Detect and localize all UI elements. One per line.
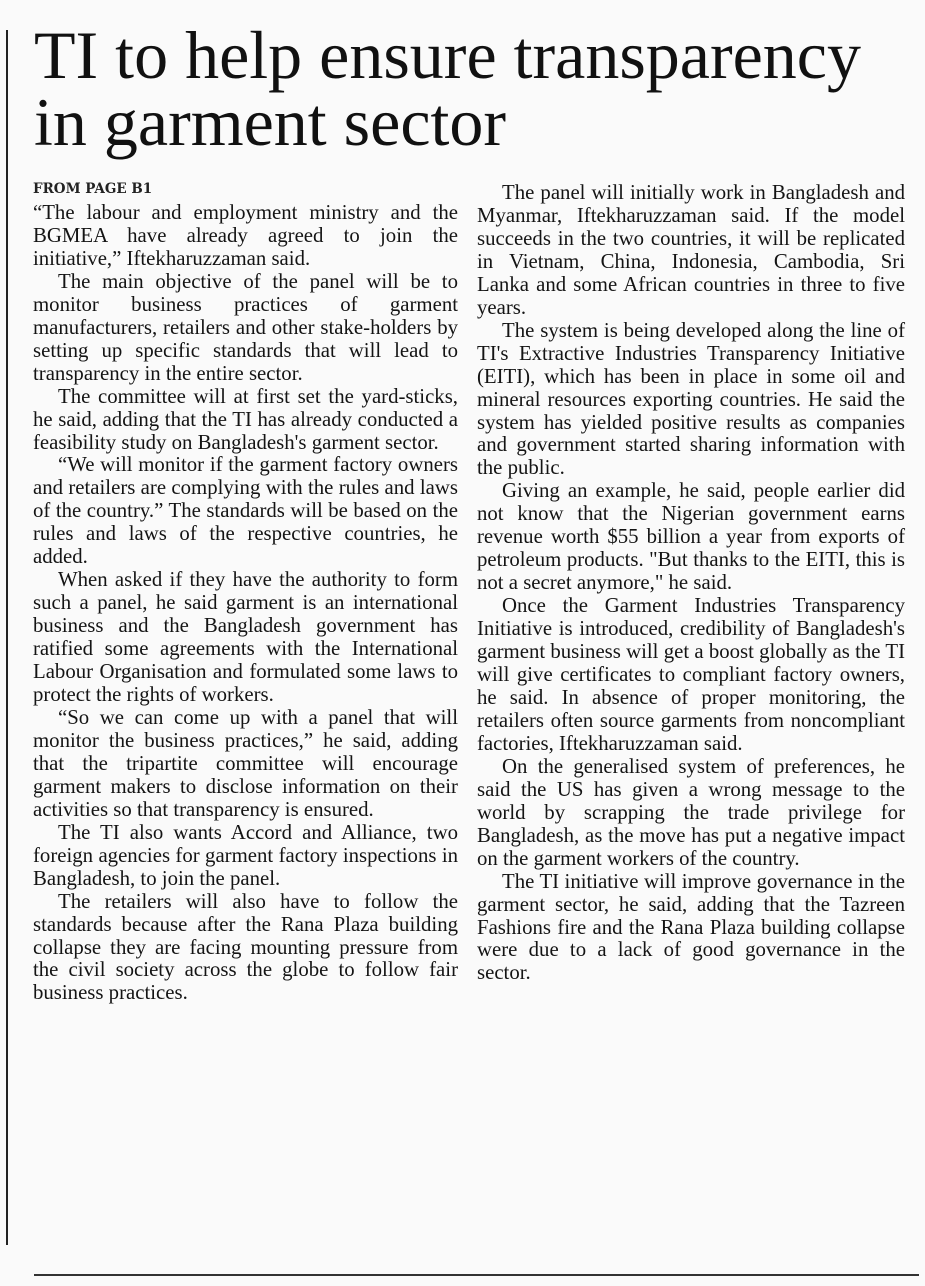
paragraph: “We will monitor if the garment factory owners and retailers are complying with the rules and laws of the country.” The standards will be based on the rules and laws of the respective countries, he added. <box>33 453 458 569</box>
paragraph: The panel will initially work in Bangladesh and Myanmar, Iftekharuzzaman said. If the model succeeds in the two countries, it will be replicated in Vietnam, China, Indonesia, Cambodia, Sri Lanka and some African countries in three to five years. <box>477 181 905 319</box>
headline-line-1: TI to help ensure transparency <box>34 17 861 93</box>
jump-label: FROM PAGE B1 <box>33 181 153 197</box>
paragraph: The retailers will also have to follow the standards because after the Rana Plaza building collapse they are facing mounting pressure from the civil society across the globe to follow fair business practices. <box>33 889 458 1005</box>
headline-line-2: in garment sector <box>34 84 507 160</box>
headline <box>34 17 914 160</box>
right-column <box>477 180 905 1005</box>
paragraph: Giving an example, he said, people earlier did not know that the Nigerian government earns revenue worth $55 billion a year from exports of petroleum products. "But thanks to the EITI, this is not a secret anymore," he said. <box>477 479 905 595</box>
paragraph: When asked if they have the authority to form such a panel, he said garment is an international business and the Bangladesh government has ratified some agreements with the International Labour Organisation and formulated some laws to protect the rights of workers. <box>33 568 458 707</box>
paragraph: The TI also wants Accord and Alliance, two foreign agencies for garment factory inspections in Bangladesh, to join the panel. <box>33 820 458 890</box>
left-column <box>33 180 458 1005</box>
paragraph: The system is being developed along the line of TI's Extractive Industries Transparency Initiative (EITI), which has been in place in some oil and mineral resources exporting countries. He said the system has yielded positive results as companies and government started sharing information with the public. <box>477 318 905 480</box>
paragraph: Once the Garment Industries Transparency Initiative is introduced, credibility of Bangladesh's garment business will get a boost globally as the TI will give certificates to compliant factory owners, he said. In absence of proper monitoring, the retailers often source garments from noncompliant factories, Iftekharuzzaman said. <box>477 594 905 755</box>
paragraph: The committee will at first set the yard-sticks, he said, adding that the TI has already conducted a feasibility study on Bangladesh's garment sector. <box>33 384 458 454</box>
paragraph: “So we can come up with a panel that will monitor the business practices,” he said, adding that the tripartite committee will encourage garment makers to disclose information on their activities so that transparency is ensured. <box>33 705 458 821</box>
paragraph: The main objective of the panel will be to monitor business practices of garment manufacturers, retailers and other stake-holders by setting up specific standards that will lead to transparency in the entire sector. <box>33 269 458 385</box>
paragraph: The TI initiative will improve governance in the garment sector, he said, adding that the Tazreen Fashions fire and the Rana Plaza building collapse were due to a lack of good governance in the sector. <box>477 869 905 985</box>
article-body <box>33 180 905 1005</box>
paragraph: On the generalised system of preferences, he said the US has given a wrong message to the world by scrapping the trade privilege for Bangladesh, as the move has put a negative impact on the garment workers of the country. <box>477 754 905 870</box>
bottom-rule <box>34 1274 919 1276</box>
left-column-rule <box>6 30 8 1245</box>
paragraph: “The labour and employment ministry and the BGMEA have already agreed to join the initiative,” Iftekharuzzaman said. <box>33 201 458 270</box>
